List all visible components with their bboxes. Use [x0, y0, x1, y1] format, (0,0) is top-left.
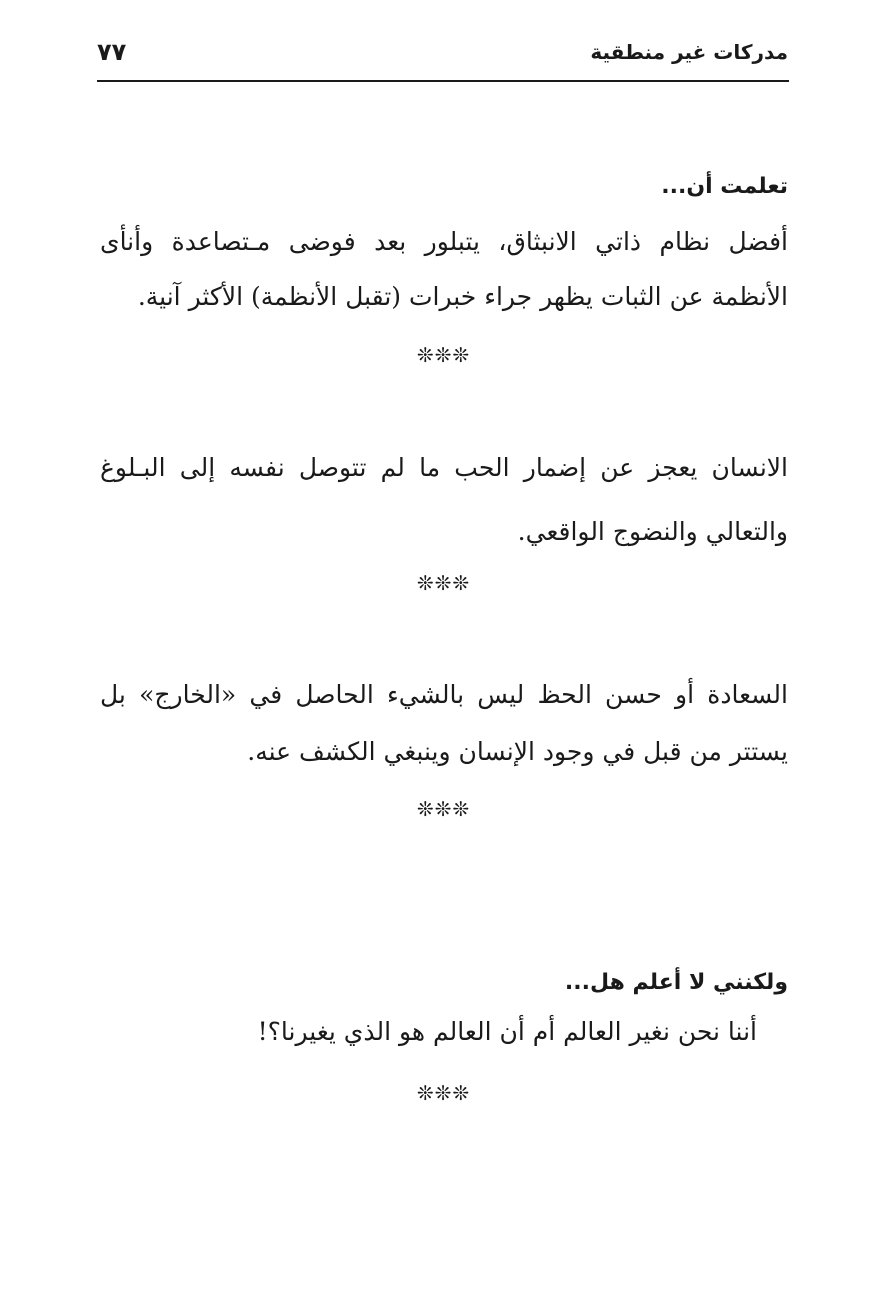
paragraph-line: أفضل نظام ذاتي الانبثاق، يتبلور بعد فوضى مـتصاعدة وأنأى — [100, 227, 788, 256]
page-number: ٧٧ — [97, 38, 127, 66]
paragraph-line: السعادة أو حسن الحظ ليس بالشيء الحاصل في «الخارج» بل — [100, 680, 788, 709]
asterism-separator: ❊❊❊ — [416, 797, 471, 821]
section-heading: ولكنني لا أعلم هل... — [564, 970, 788, 995]
asterism-separator: ❊❊❊ — [416, 571, 471, 595]
paragraph-line: يستتر من قبل في وجود الإنسان وينبغي الكشف عنه. — [247, 737, 788, 766]
section-heading: تعلمت أن... — [661, 174, 788, 199]
header-divider — [97, 80, 789, 82]
asterism-separator: ❊❊❊ — [416, 343, 471, 367]
paragraph-line: والتعالي والنضوج الواقعي. — [517, 517, 788, 546]
paragraph-line: أننا نحن نغير العالم أم أن العالم هو الذي يغيرنا؟! — [257, 1017, 757, 1046]
paragraph-line: الأنظمة عن الثبات يظهر جراء خبرات (تقبل الأنظمة) الأكثر آنية. — [137, 282, 788, 311]
running-title: مدركات غير منطقية — [590, 40, 788, 64]
asterism-separator: ❊❊❊ — [416, 1081, 471, 1105]
paragraph-line: الانسان يعجز عن إضمار الحب ما لم تتوصل نفسه إلى البـلوغ — [100, 453, 788, 482]
